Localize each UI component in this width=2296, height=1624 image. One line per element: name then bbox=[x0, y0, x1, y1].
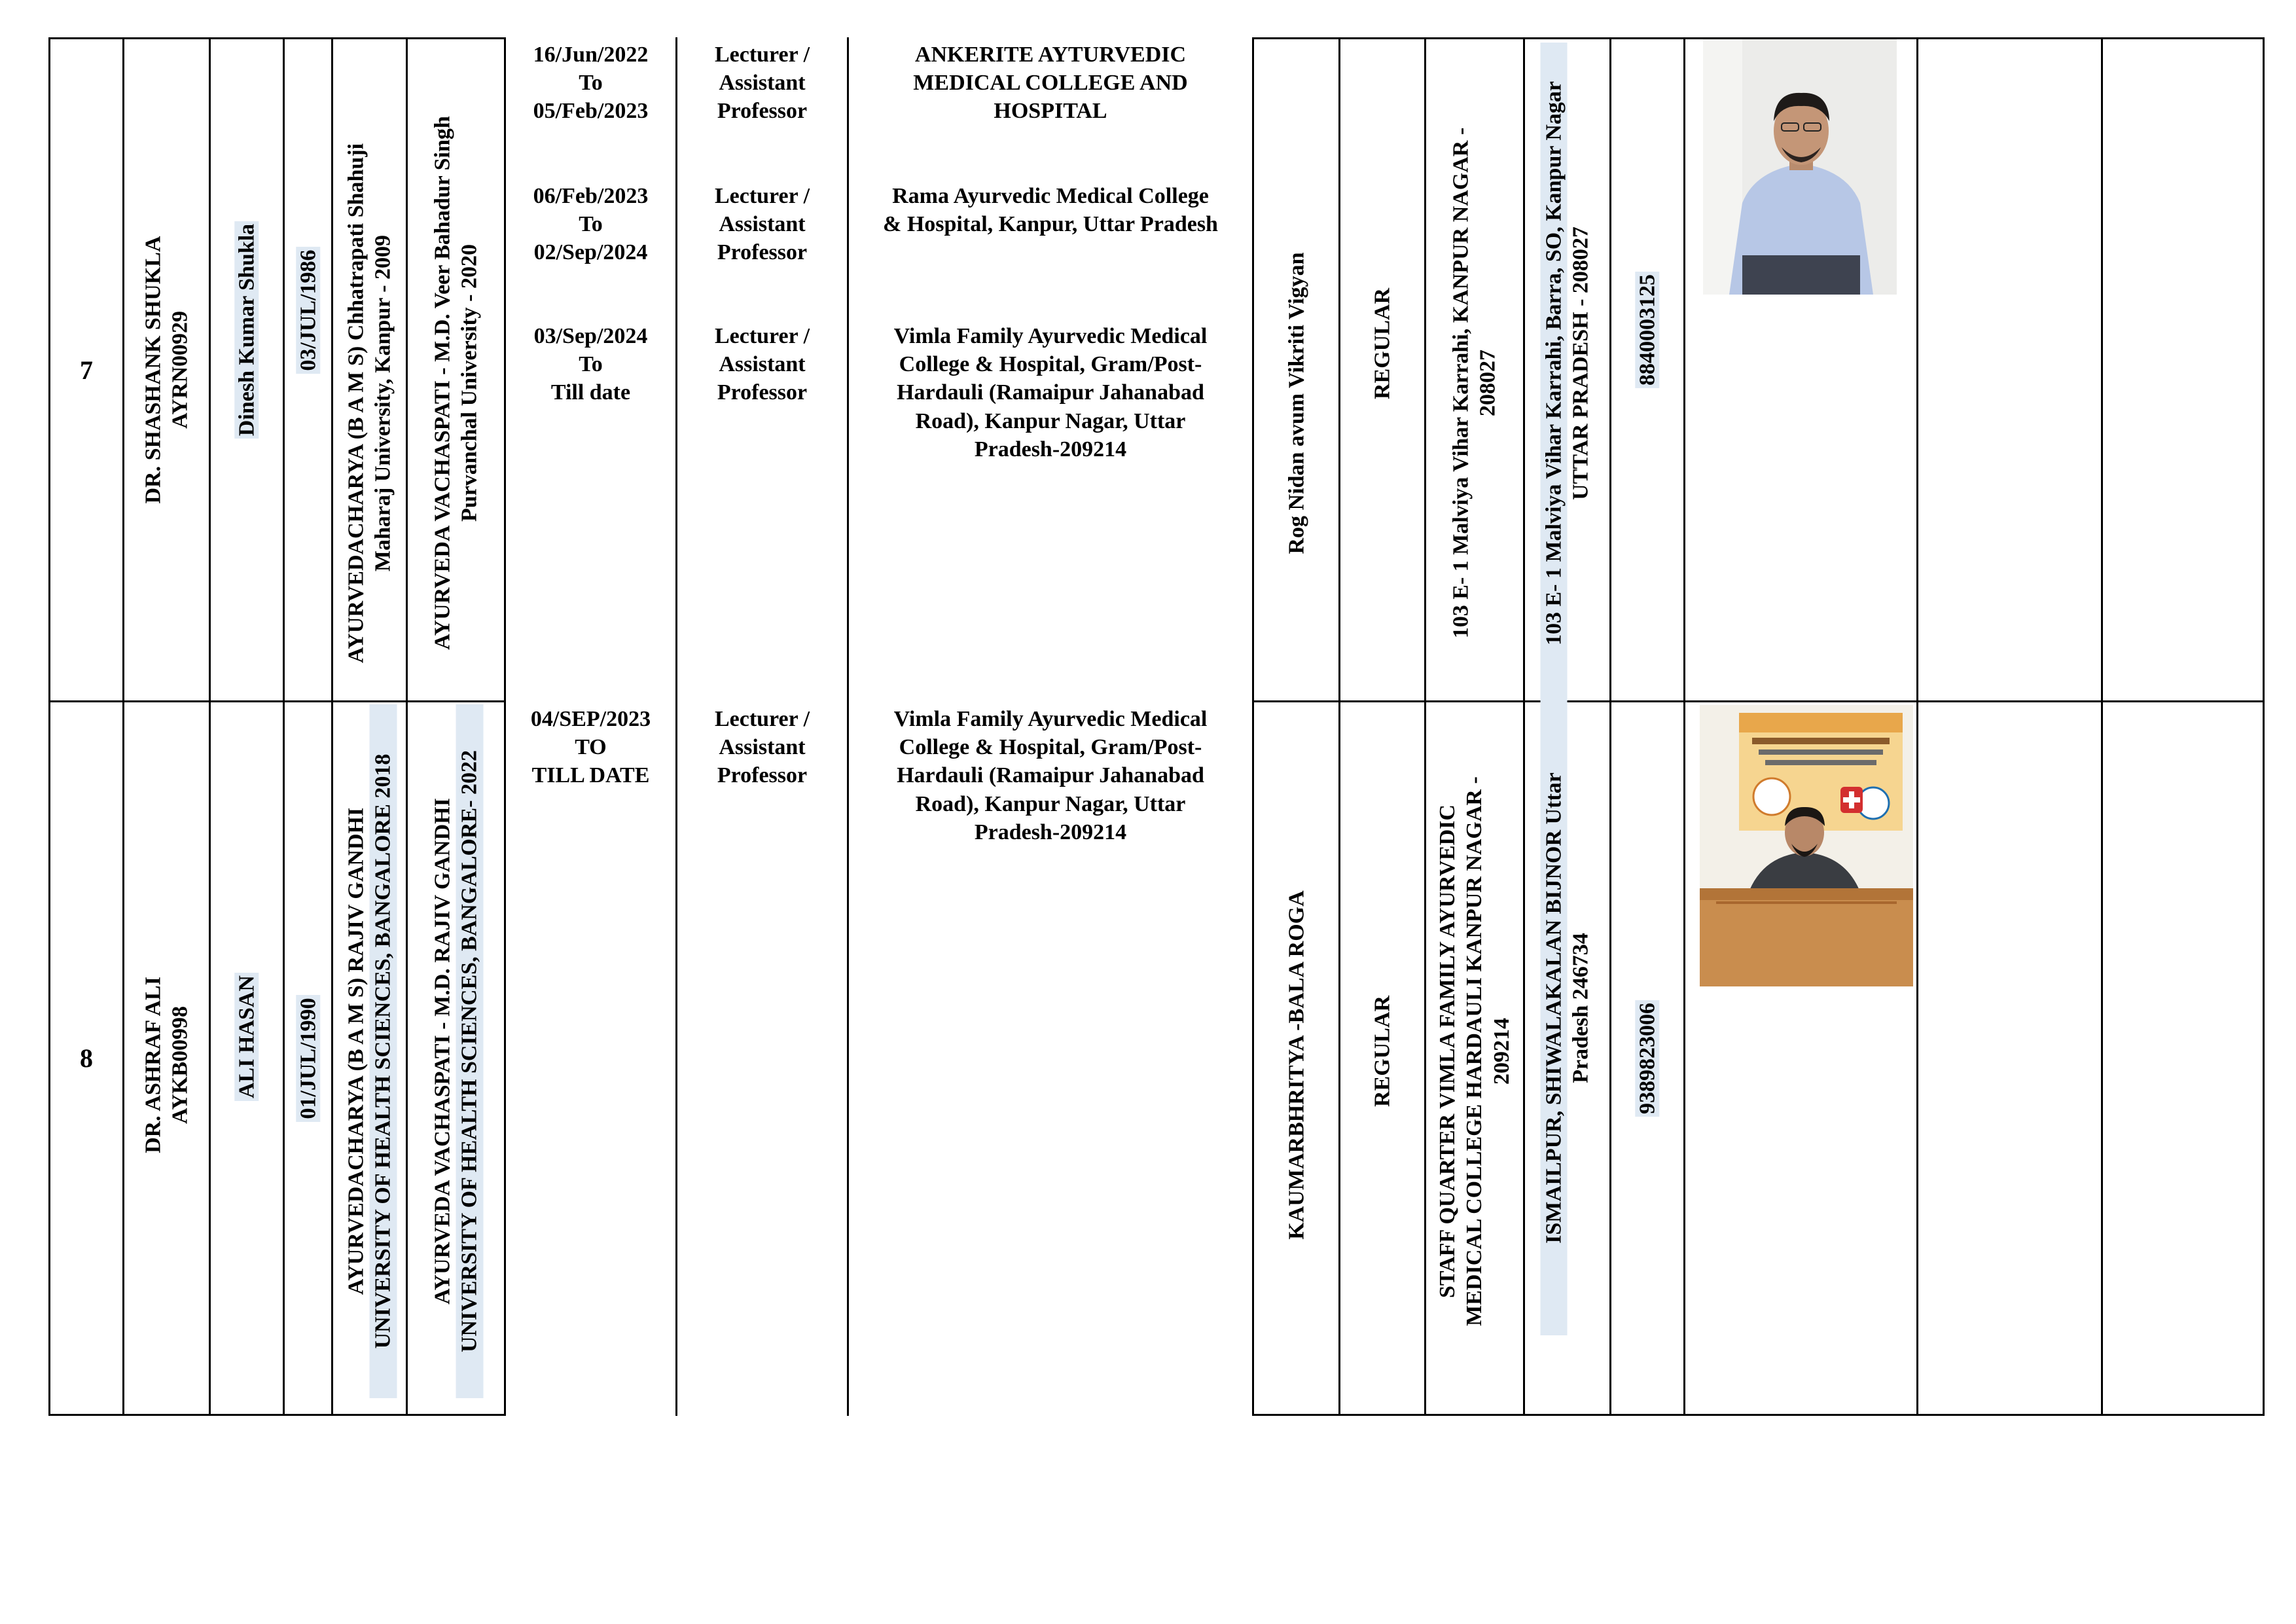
period-to-label: TO bbox=[575, 735, 607, 760]
employment-status: REGULAR bbox=[1370, 995, 1395, 1107]
designation: Assistant bbox=[719, 735, 806, 760]
college-line: HOSPITAL bbox=[994, 99, 1107, 124]
ug-qualification-cell bbox=[333, 702, 406, 1414]
college-line: ANKERITE AYTURVEDIC bbox=[914, 43, 1187, 67]
period-to: TILL DATE bbox=[531, 763, 650, 788]
permanent-address-line: ISMAILPUR, SHIWALAKALAN BIJNOR Uttar bbox=[1540, 681, 1567, 1335]
ug-qualification-line: Maharaj University, Kanpur - 2009 bbox=[370, 234, 395, 571]
permanent-address-cell bbox=[1525, 702, 1609, 1414]
date-of-birth: 03/JUL/1986 bbox=[296, 247, 320, 374]
pg-qualification-cell bbox=[408, 702, 504, 1414]
ug-qualification-line: AYURVEDACHARYA (B A M S) RAJIV GANDHI bbox=[344, 807, 368, 1295]
ug-qualification-line: UNIVERSITY OF HEALTH SCIENCES, BANGALORE 2018 bbox=[370, 704, 397, 1398]
college-line: College & Hospital, Gram/Post- bbox=[899, 735, 1202, 760]
designation: Lecturer / bbox=[714, 43, 810, 67]
pg-qualification-line: AYURVEDA VACHASPATI - M.D. Veer Bahadur Singh bbox=[430, 116, 455, 650]
designation: Lecturer / bbox=[714, 324, 810, 348]
experience-period-column bbox=[506, 39, 675, 700]
college-line: Hardauli (Ramaipur Jahanabad bbox=[897, 380, 1204, 405]
teacher-name-cell bbox=[124, 39, 209, 700]
person-photo-icon bbox=[1703, 39, 1897, 295]
pg-qualification-line: AYURVEDA VACHASPATI - M.D. RAJIV GANDHI bbox=[430, 797, 455, 1305]
person-photo-icon bbox=[1700, 705, 1913, 986]
designation: Assistant bbox=[719, 352, 806, 377]
period-from: 03/Sep/2024 bbox=[533, 324, 648, 348]
teacher-name: DR. ASHRAF ALI bbox=[141, 977, 166, 1154]
period-to: Till date bbox=[550, 380, 631, 405]
teacher-name-cell bbox=[124, 702, 209, 1414]
address-line: 209214 bbox=[1489, 1017, 1514, 1085]
college-line: Pradesh-209214 bbox=[974, 437, 1127, 461]
designation-column bbox=[677, 702, 847, 1414]
address-line: 103 E- 1 Malviya Vihar Karrahi, KANPUR NAGAR - bbox=[1448, 128, 1473, 639]
permanent-address-cell bbox=[1525, 39, 1609, 700]
college-line: Road), Kanpur Nagar, Uttar bbox=[915, 408, 1186, 433]
father-name-cell bbox=[211, 702, 283, 1414]
pg-qualification-line: UNIVERSITY OF HEALTH SCIENCES, BANGALORE- 2022 bbox=[456, 704, 483, 1398]
college-line: College & Hospital, Gram/Post- bbox=[899, 352, 1202, 377]
teacher-photo bbox=[1700, 705, 1913, 986]
college-column bbox=[849, 39, 1252, 700]
address-line: 208027 bbox=[1476, 350, 1500, 417]
mobile-cell bbox=[1611, 702, 1683, 1414]
mobile-cell bbox=[1611, 39, 1683, 700]
father-name: Dinesh Kumar Shukla bbox=[234, 221, 259, 439]
permanent-address-line: UTTAR PRADESH - 208027 bbox=[1568, 226, 1593, 500]
college-line: MEDICAL COLLEGE AND bbox=[913, 71, 1188, 96]
address-cell bbox=[1426, 702, 1523, 1414]
college-line: Vimla Family Ayurvedic Medical bbox=[893, 324, 1208, 348]
designation: Professor bbox=[717, 99, 808, 124]
college-line: Rama Ayurvedic Medical College bbox=[892, 184, 1209, 208]
designation: Lecturer / bbox=[714, 707, 810, 731]
status-cell bbox=[1340, 702, 1424, 1414]
mobile-number: 8840003125 bbox=[1635, 272, 1659, 388]
designation: Assistant bbox=[719, 71, 806, 96]
teacher-photo bbox=[1703, 39, 1897, 295]
period-to-label: To bbox=[579, 71, 603, 96]
period-to: 05/Feb/2023 bbox=[533, 99, 649, 124]
address-line: STAFF QUARTER VIMLA FAMILY AYURVEDIC bbox=[1435, 804, 1460, 1298]
permanent-address-line: Pradesh 246734 bbox=[1568, 933, 1593, 1084]
permanent-address-line: 103 E- 1 Malviya Vihar Karrahi, Barra, SO, Kanpur Nagar bbox=[1540, 43, 1567, 684]
ug-qualification-line: AYURVEDACHARYA (B A M S) Chhatrapati Shahuji bbox=[344, 143, 368, 663]
pg-qualification-cell bbox=[408, 39, 504, 700]
designation: Professor bbox=[717, 380, 808, 405]
status-cell bbox=[1340, 39, 1424, 700]
mobile-number: 9389823006 bbox=[1635, 1000, 1659, 1117]
dob-cell bbox=[285, 39, 331, 700]
father-name: ALI HASAN bbox=[234, 973, 259, 1101]
period-from: 16/Jun/2022 bbox=[533, 43, 649, 67]
period-from: 04/SEP/2023 bbox=[530, 707, 651, 731]
employment-status: REGULAR bbox=[1370, 287, 1395, 399]
ug-qualification-cell bbox=[333, 39, 406, 700]
date-of-birth: 01/JUL/1990 bbox=[296, 995, 320, 1121]
father-name-cell bbox=[211, 39, 283, 700]
experience-period-column bbox=[506, 702, 675, 1414]
period-to-label: To bbox=[579, 352, 603, 377]
serial-number: 7 bbox=[80, 355, 93, 385]
college-column bbox=[849, 702, 1252, 1414]
department: KAUMARBHRITYA -BALA ROGA bbox=[1283, 890, 1308, 1240]
period-from: 06/Feb/2023 bbox=[533, 184, 649, 208]
designation: Professor bbox=[717, 240, 808, 265]
serial-number: 8 bbox=[80, 1043, 93, 1073]
pg-qualification-line: Purvanchal University - 2020 bbox=[457, 244, 482, 522]
designation: Professor bbox=[717, 763, 808, 788]
designation: Lecturer / bbox=[714, 184, 810, 208]
period-to-label: To bbox=[579, 212, 603, 237]
department-cell bbox=[1254, 702, 1338, 1414]
college-line: Pradesh-209214 bbox=[974, 820, 1127, 844]
department: Rog Nidan avum Vikriti Vigyan bbox=[1283, 252, 1308, 554]
college-line: Hardauli (Ramaipur Jahanabad bbox=[897, 763, 1204, 788]
college-line: Vimla Family Ayurvedic Medical bbox=[893, 707, 1208, 731]
address-cell bbox=[1426, 39, 1523, 700]
registration-number: AYKB00998 bbox=[168, 1006, 192, 1125]
college-line: & Hospital, Kanpur, Uttar Pradesh bbox=[883, 212, 1218, 237]
designation: Assistant bbox=[719, 212, 806, 237]
registration-number: AYRN00929 bbox=[168, 310, 192, 429]
designation-column bbox=[677, 39, 847, 700]
department-cell bbox=[1254, 39, 1338, 700]
college-line: Road), Kanpur Nagar, Uttar bbox=[915, 791, 1186, 816]
period-to: 02/Sep/2024 bbox=[533, 240, 648, 265]
teacher-name: DR. SHASHANK SHUKLA bbox=[141, 236, 166, 504]
dob-cell bbox=[285, 702, 331, 1414]
address-line: MEDICAL COLLEGE HARDAULI KANPUR NAGAR - bbox=[1462, 776, 1487, 1326]
